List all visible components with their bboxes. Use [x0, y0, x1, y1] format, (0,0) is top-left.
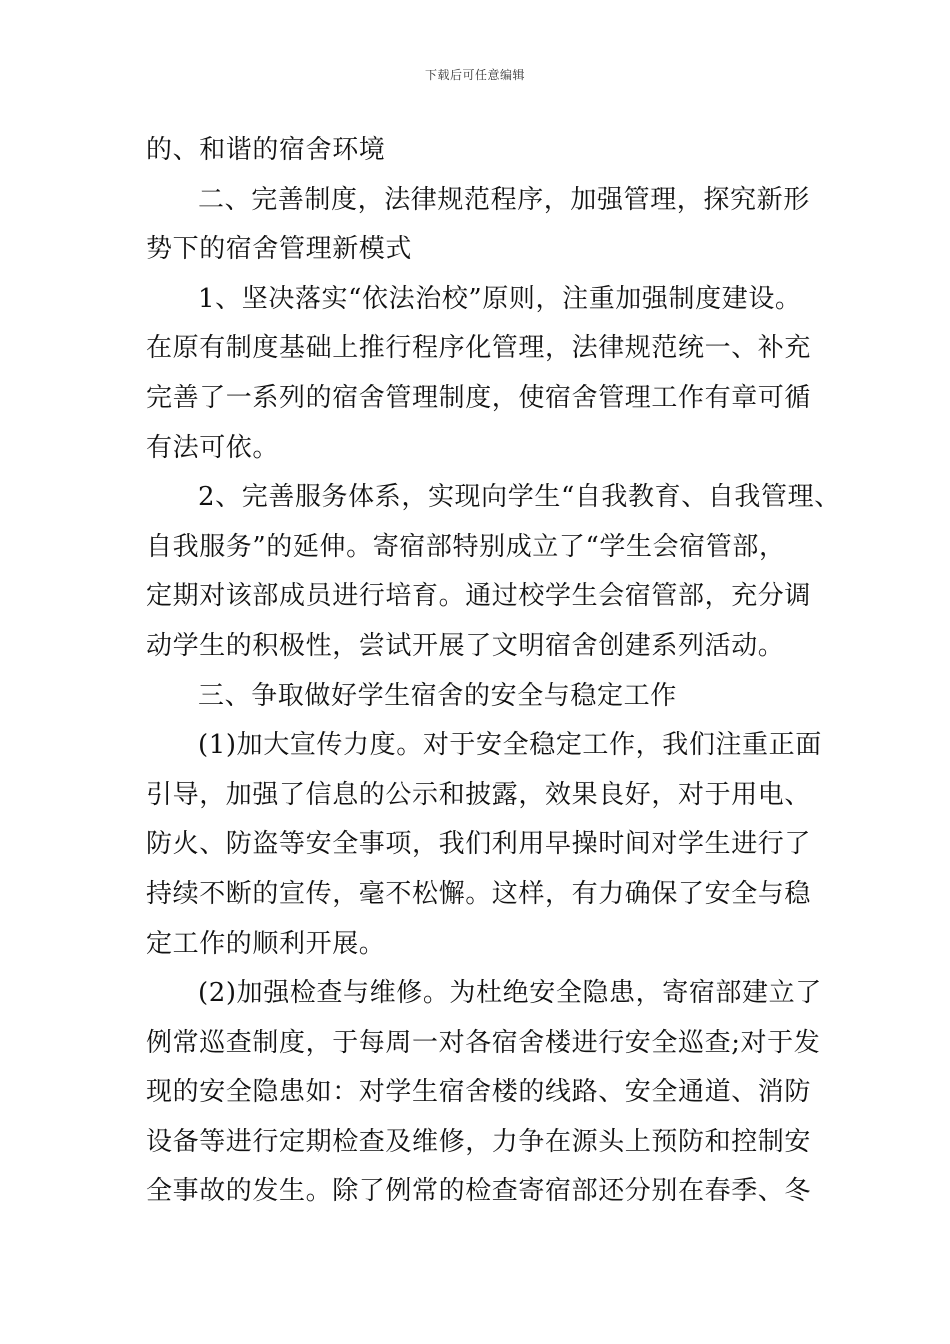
text-line: 有法可依。 [146, 432, 280, 463]
text-line: 全事故的发生。除了例常的检查寄宿部还分别在春季、冬 [146, 1176, 812, 1207]
text-line: 在原有制度基础上推行程序化管理，法律规范统一、补充 [146, 333, 812, 364]
text-line: 定工作的顺利开展。 [146, 928, 386, 959]
page-header-note: 下载后可任意编辑 [424, 68, 525, 82]
text-line: 引导，加强了信息的公示和披露，效果良好，对于用电、 [146, 779, 812, 810]
text-line: 现的安全隐患如：对学生宿舍楼的线路、安全通道、消防 [146, 1077, 812, 1108]
text-line: 完善了一系列的宿舍管理制度，使宿舍管理工作有章可循 [146, 382, 812, 413]
text-line: 三、争取做好学生宿舍的安全与稳定工作 [198, 680, 677, 711]
text-line: 的、和谐的宿舍环境 [146, 135, 386, 165]
text-line: 2、完善服务体系，实现向学生“自我教育、自我管理、 [198, 482, 841, 513]
text-line: 例常巡查制度，于每周一对各宿舍楼进行安全巡查;对于发 [146, 1027, 821, 1058]
text-line: (2)加强检查与维修。为杜绝安全隐患，寄宿部建立了 [198, 978, 822, 1009]
text-line: 设备等进行定期检查及维修，力争在源头上预防和控制安 [146, 1126, 812, 1157]
text-line: 势下的宿舍管理新模式 [146, 234, 413, 265]
text-line: 动学生的积极性，尝试开展了文明宿舍创建系列活动。 [146, 630, 785, 661]
text-line: (1)加大宣传力度。对于安全稳定工作，我们注重正面 [198, 730, 822, 761]
text-line: 二、完善制度，法律规范程序，加强管理，探究新形 [198, 184, 810, 215]
text-line: 1、坚决落实“依法治校”原则，注重加强制度建设。 [198, 283, 802, 314]
text-line: 防火、防盗等安全事项，我们利用早操时间对学生进行了 [146, 829, 812, 860]
text-line: 自我服务”的延伸。寄宿部特别成立了“学生会宿管部， [146, 531, 786, 562]
document-body [146, 126, 841, 1217]
text-line: 定期对该部成员进行培育。通过校学生会宿管部，充分调 [146, 581, 812, 612]
text-line: 持续不断的宣传，毫不松懈。这样，有力确保了安全与稳 [146, 878, 812, 909]
